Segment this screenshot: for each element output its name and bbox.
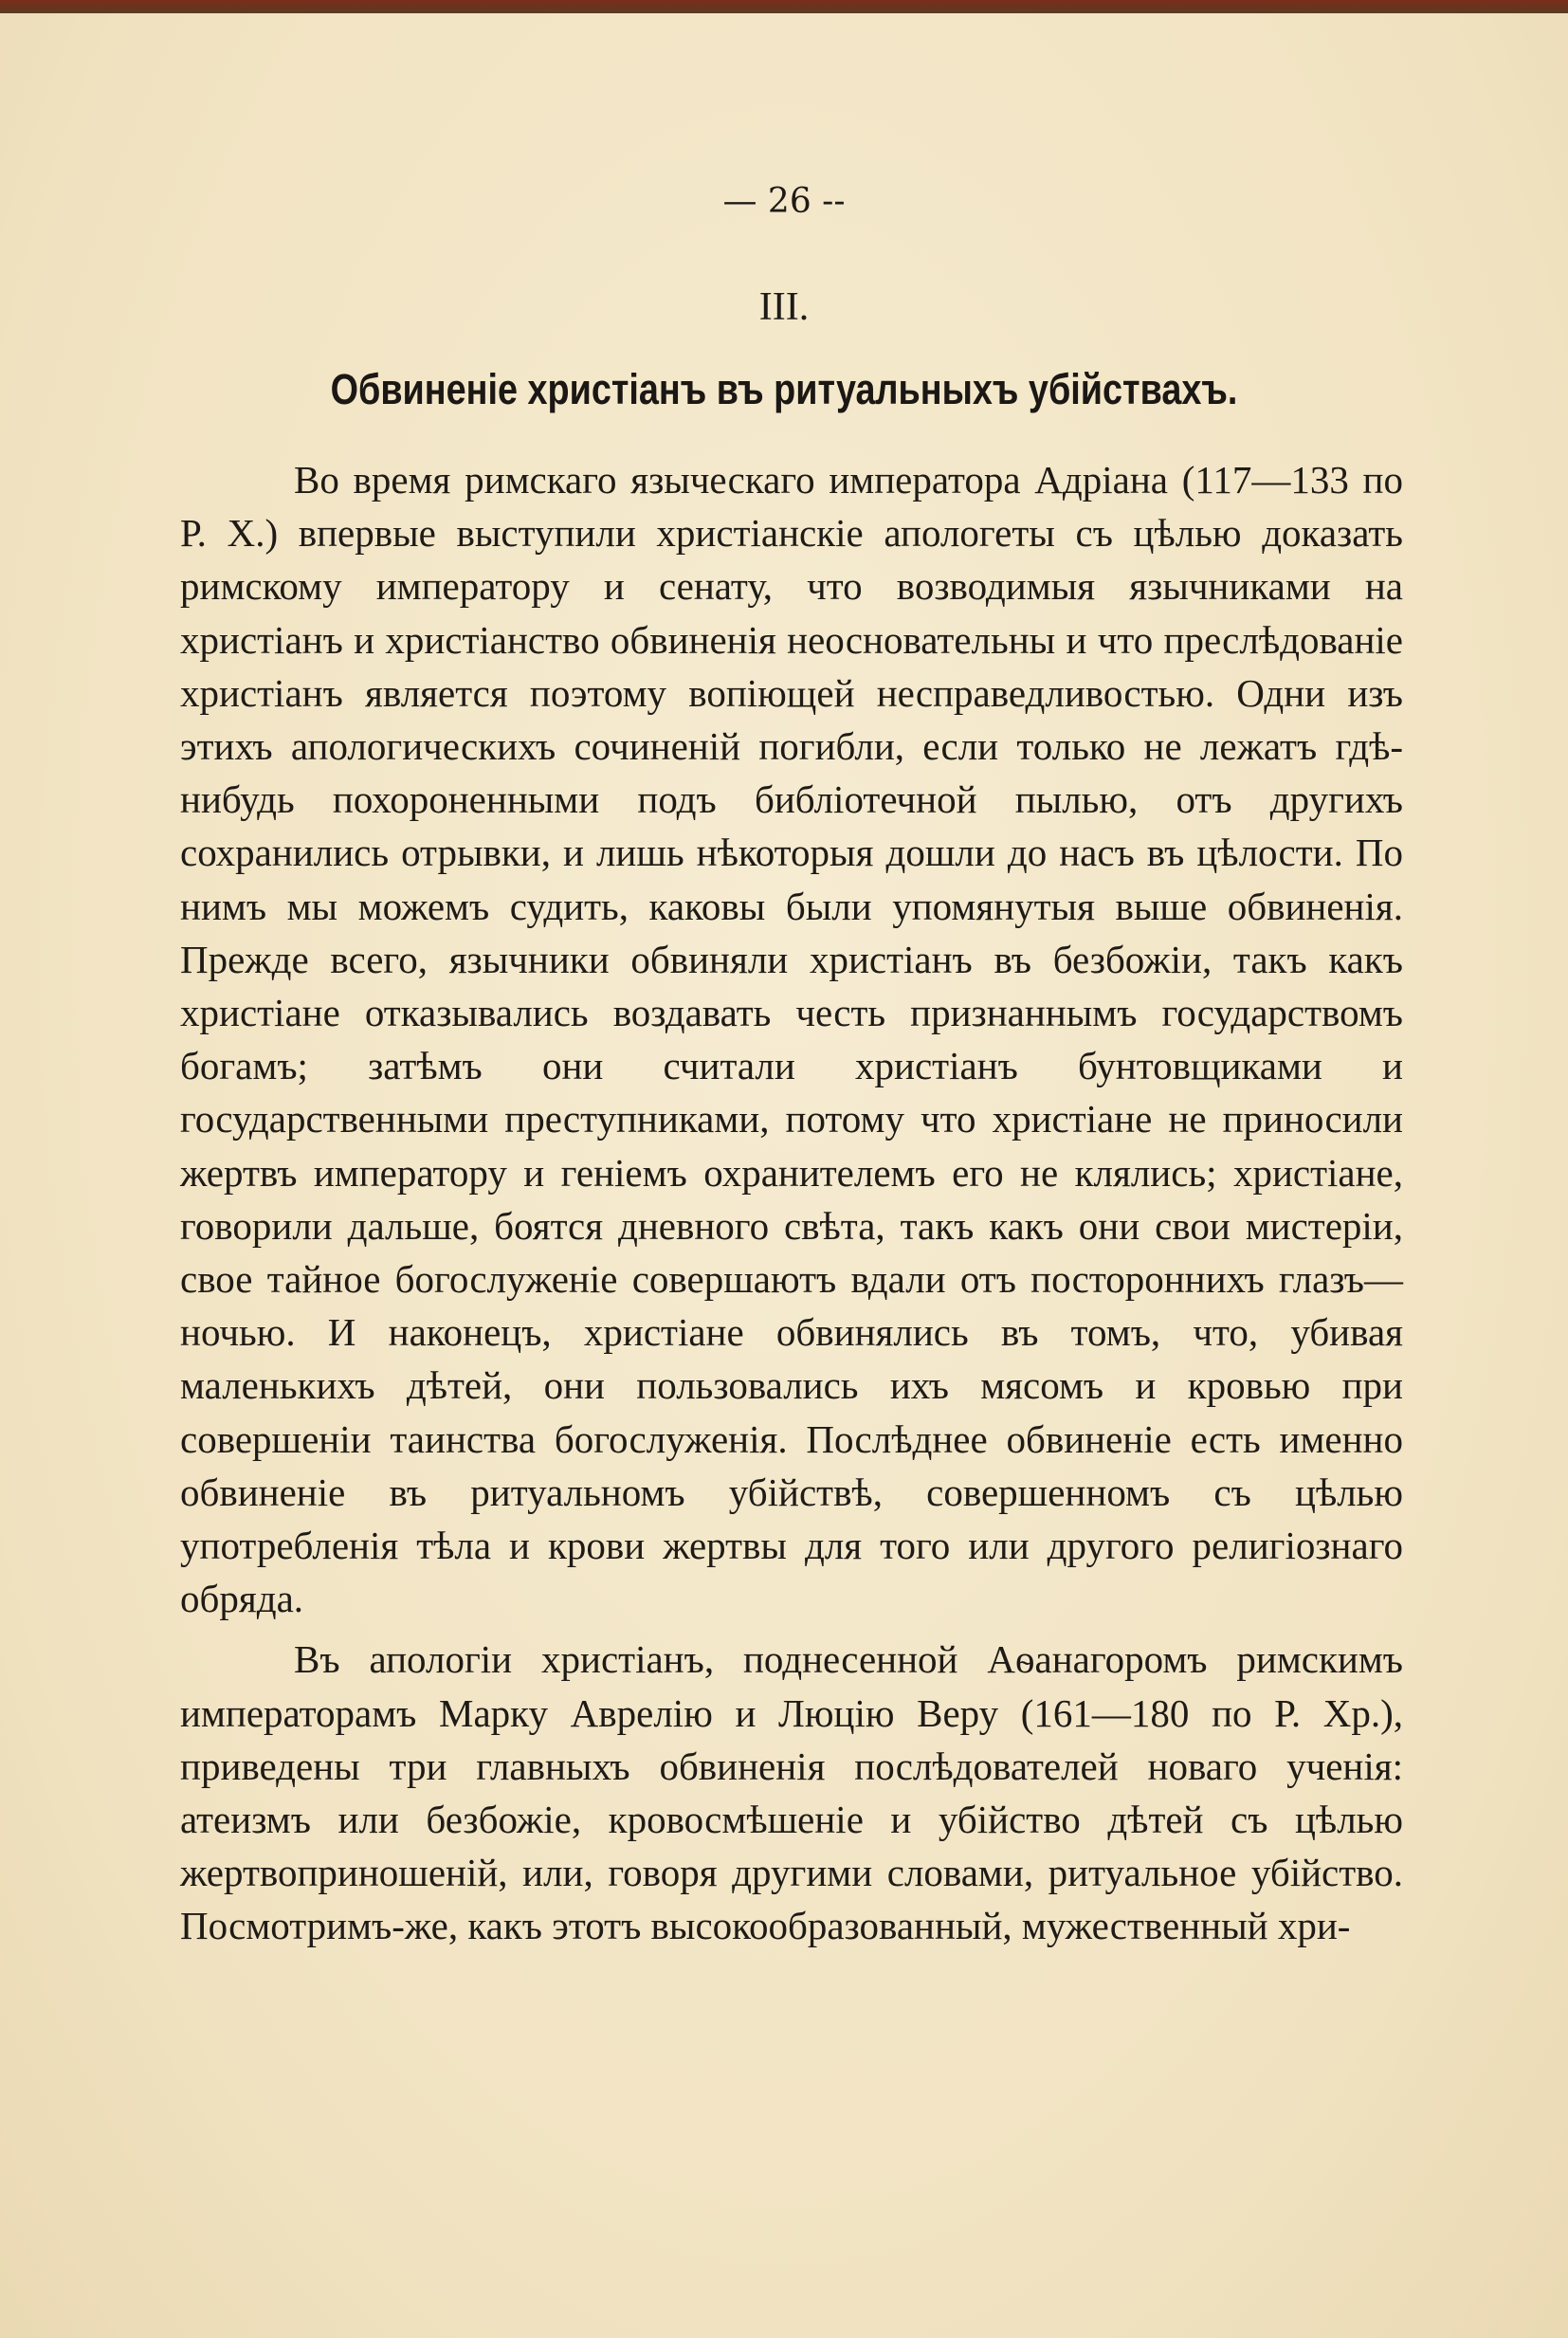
paragraph-2: Въ апологіи христіанъ, поднесенной Аѳанагоромъ римскимъ императорамъ Марку Аврелію и Люцію Веру (161—180 по Р. Хр.), приведены три главныхъ обвиненія послѣдователей новаго ученія: атеизмъ или безбожіе, кровосмѣшеніе и убійство дѣтей съ цѣлью жертвоприношеній, или, говоря другими словами, ритуальное убійство. Посмотримъ-же, какъ этотъ высокообразованный, мужественный хри- xyxy=(180,1637,1403,1948)
chapter-title: Обвиненіе христіанъ въ ритуальныхъ убійствахъ. xyxy=(330,365,1238,413)
paragraph-1: Во время римскаго языческаго императора Адріана (117—133 по Р. Х.) впервые выступили христіанскіе апологеты съ цѣлью доказать римскому императору и сенату, что возводимыя язычниками на христіанъ и христіанство обвиненія неосновательны и что преслѣдованіе христіанъ является поэтому вопіющей несправедливостью. Одни изъ этихъ апологическихъ сочиненій погибли, если только не лежатъ гдѣ-нибудь похороненными подъ библіотечной пылью, отъ другихъ сохранились отрывки, и лишь нѣкоторыя дошли до насъ въ цѣлости. По нимъ мы можемъ судить, каковы были упомянутыя выше обвиненія. Прежде всего, язычники обвиняли христіанъ въ безбожіи, такъ какъ христіане отказывались воздавать честь признаннымъ государствомъ богамъ; затѣмъ они считали христіанъ бунтовщиками и государственными преступниками, потому что христіане не приносили жертвъ императору и геніемъ охранителемъ его не клялись; христіане, говорили дальше, боятся дневного свѣта, такъ какъ они свои мистеріи, свое тайное богослуженіе совершаютъ вдали отъ постороннихъ глазъ—ночью. И наконецъ, христіане обвинялись въ томъ, что, убивая маленькихъ дѣтей, они пользовались ихъ мясомъ и кровью при совершеніи таинства богослуженія. Послѣднее обвиненіе есть именно обвиненіе въ ритуальномъ убійствѣ, совершенномъ съ цѣлью употребленія тѣла и крови жертвы для того или другого религіознаго обряда. xyxy=(180,458,1403,1621)
body-text xyxy=(180,453,1403,1953)
page-top-edge xyxy=(0,0,1568,13)
section-numeral: III. xyxy=(758,285,810,329)
page-number: — 26 -- xyxy=(722,182,846,221)
